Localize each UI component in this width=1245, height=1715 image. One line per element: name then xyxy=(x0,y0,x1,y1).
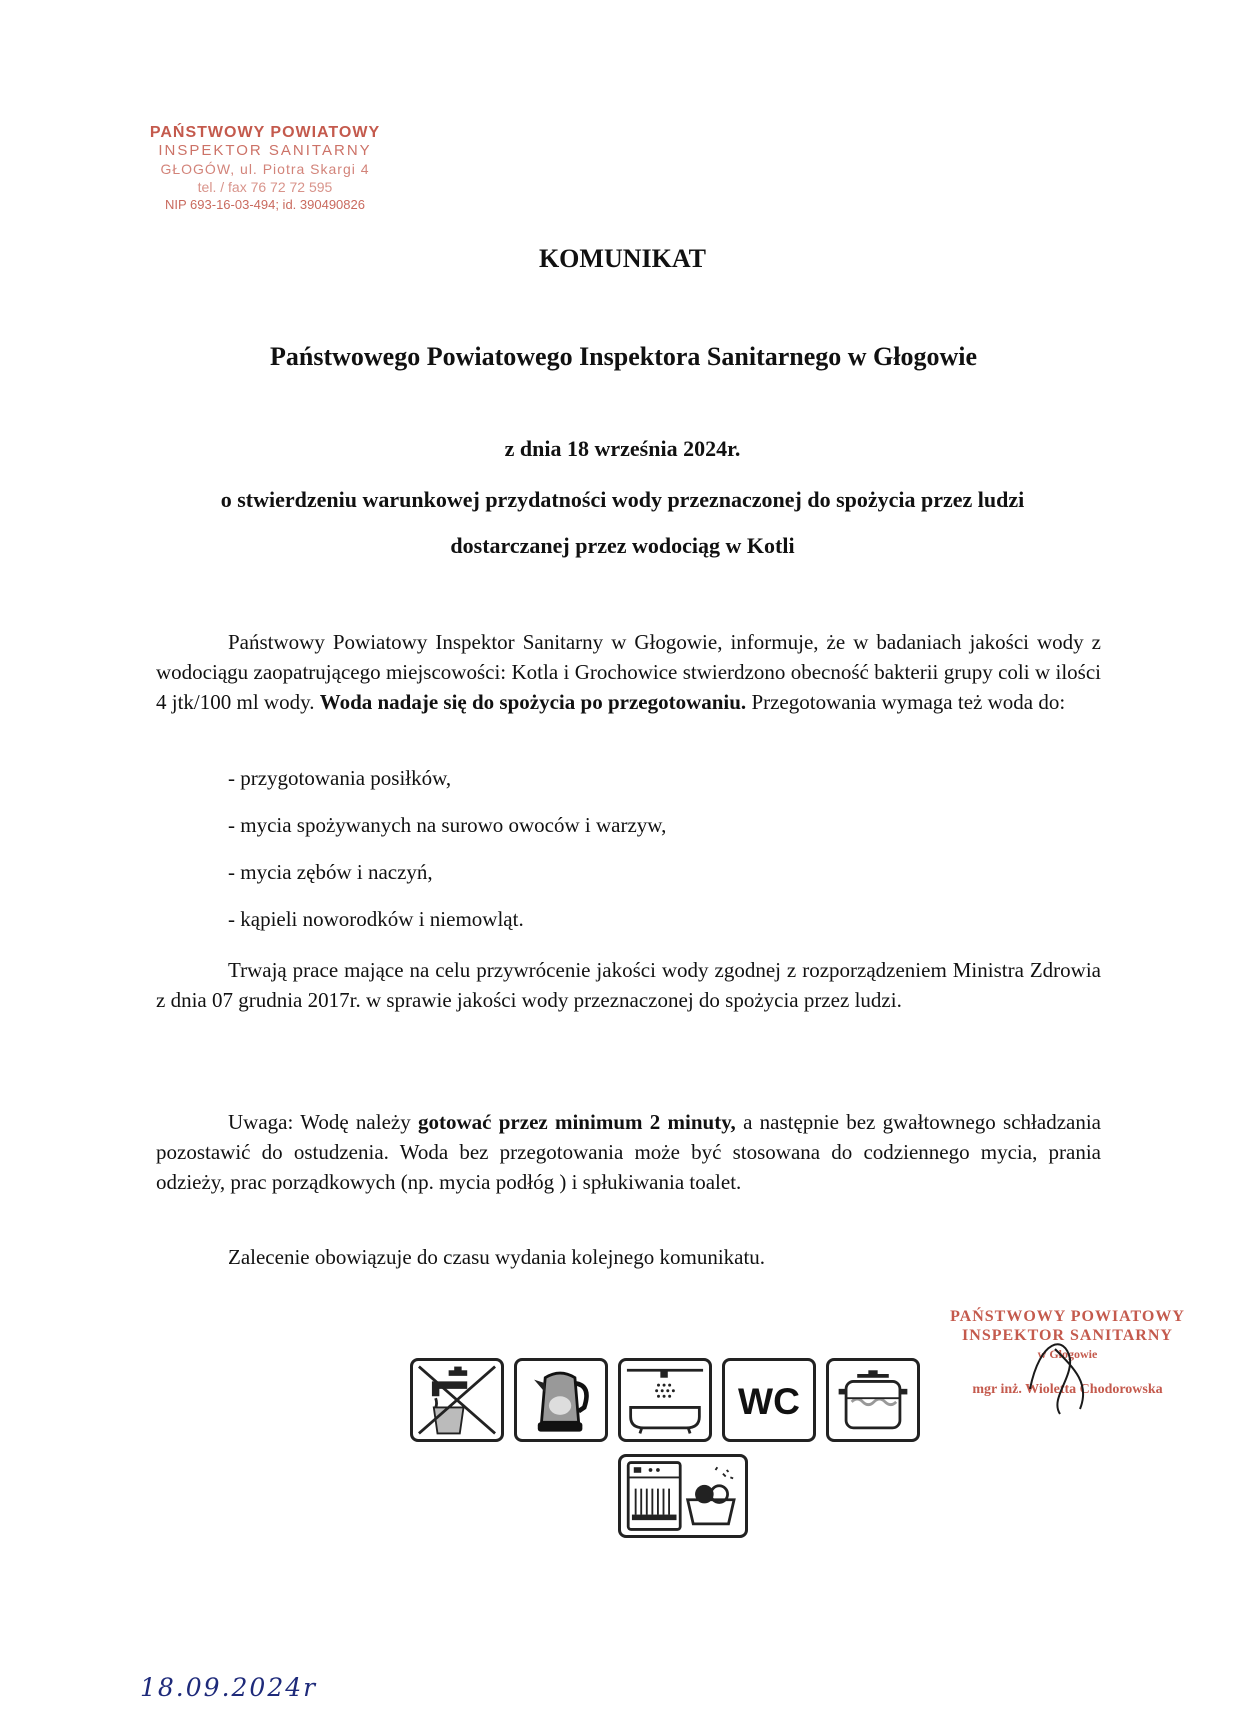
stamp-line: INSPEKTOR SANITARNY xyxy=(158,142,372,159)
findings-text: Państwowy Powiatowy Inspektor Sanitarny w Głogowie, informuje, że w badaniach jakości wody z wodociągu zaopatrującego miejscowości: Kotla i Grochowice stwierdzono obecność bakterii grupy coli w ilości 4 jtk/100 ml wody. xyxy=(156,630,1101,714)
works-text: Trwają prace mające na celu przywrócenie jakości wody zgodnej z rozporządzeniem Ministra Zdrowia z dnia 07 grudnia 2017r. w sprawie jakości wody przeznaczonej do spożycia przez ludzi. xyxy=(156,958,1101,1012)
list-item: - przygotowania posiłków, xyxy=(228,766,452,790)
list-item: - kąpieli noworodków i niemowląt. xyxy=(228,907,524,931)
paragraph-validity: Zalecenie obowiązuje do czasu wydania kolejnego komunikatu. xyxy=(228,1245,766,1269)
warning-lead: Uwaga: Wodę należy xyxy=(228,1110,418,1134)
stamp-line: PAŃSTWOWY POWIATOWY xyxy=(950,1308,1185,1325)
date-heading: z dnia 18 września 2024r. xyxy=(504,436,741,461)
signature-scribble xyxy=(1010,1329,1100,1419)
header-stamp xyxy=(120,124,410,214)
findings-bold: Woda nadaje się do spożycia po przegotowaniu. xyxy=(319,690,747,714)
dishwasher-icon xyxy=(628,1463,680,1530)
dishwasher-dishes-icon xyxy=(618,1454,748,1538)
list-item: - mycia zębów i naczyń, xyxy=(228,860,433,884)
dishes-icon xyxy=(688,1467,734,1524)
subject-heading-line1: o stwierdzeniu warunkowej przydatności wody przeznaczonej do spożycia przez ludzi xyxy=(220,487,1025,512)
findings-tail: Przegotowania wymaga też woda do: xyxy=(746,690,1066,714)
wc-label: WC xyxy=(738,1379,800,1422)
cooking-pot-icon xyxy=(826,1358,920,1442)
list-item: - mycia spożywanych na surowo owoców i warzyw, xyxy=(228,813,667,837)
document-title: KOMUNIKAT xyxy=(538,244,707,273)
wc-icon xyxy=(722,1358,816,1442)
shower-bath-icon xyxy=(618,1358,712,1442)
stamp-line: PAŃSTWOWY POWIATOWY xyxy=(149,124,381,141)
stamp-signatory: mgr inż. Wioletta Chodorowska xyxy=(972,1382,1163,1397)
warning-bold: gotować przez minimum 2 minuty, xyxy=(418,1110,736,1134)
stamp-line: tel. / fax 76 72 72 595 xyxy=(197,179,333,195)
subject-heading-line2: dostarczanej przez wodociąg w Kotli xyxy=(450,533,795,558)
paragraph-works xyxy=(156,955,1101,1015)
stamp-line: GŁOGÓW, ul. Piotra Skargi 4 xyxy=(160,161,370,177)
warning-tail: a następnie bez gwałtownego schładzania pozostawić do ostudzenia. Woda bez przegotowania może być stosowana do codziennego mycia, prania odzieży, prac porządkowych (np. mycia podłóg ) i spłukiwania toalet. xyxy=(156,1110,1101,1194)
stamp-line: w Głogowie xyxy=(1037,1347,1098,1361)
handwritten-date: 18.09.2024r xyxy=(140,1673,318,1702)
signature-stamp xyxy=(940,1307,1195,1399)
paragraph-warning xyxy=(156,1107,1101,1197)
paragraph-findings xyxy=(156,627,1101,717)
no-tap-water-icon xyxy=(410,1358,504,1442)
stamp-line: INSPEKTOR SANITARNY xyxy=(962,1327,1173,1344)
stamp-line: NIP 693-16-03-494; id. 390490826 xyxy=(165,197,365,212)
issuer-heading: Państwowego Powiatowego Inspektora Sanitarnego w Głogowie xyxy=(270,342,978,371)
kettle-icon xyxy=(514,1358,608,1442)
